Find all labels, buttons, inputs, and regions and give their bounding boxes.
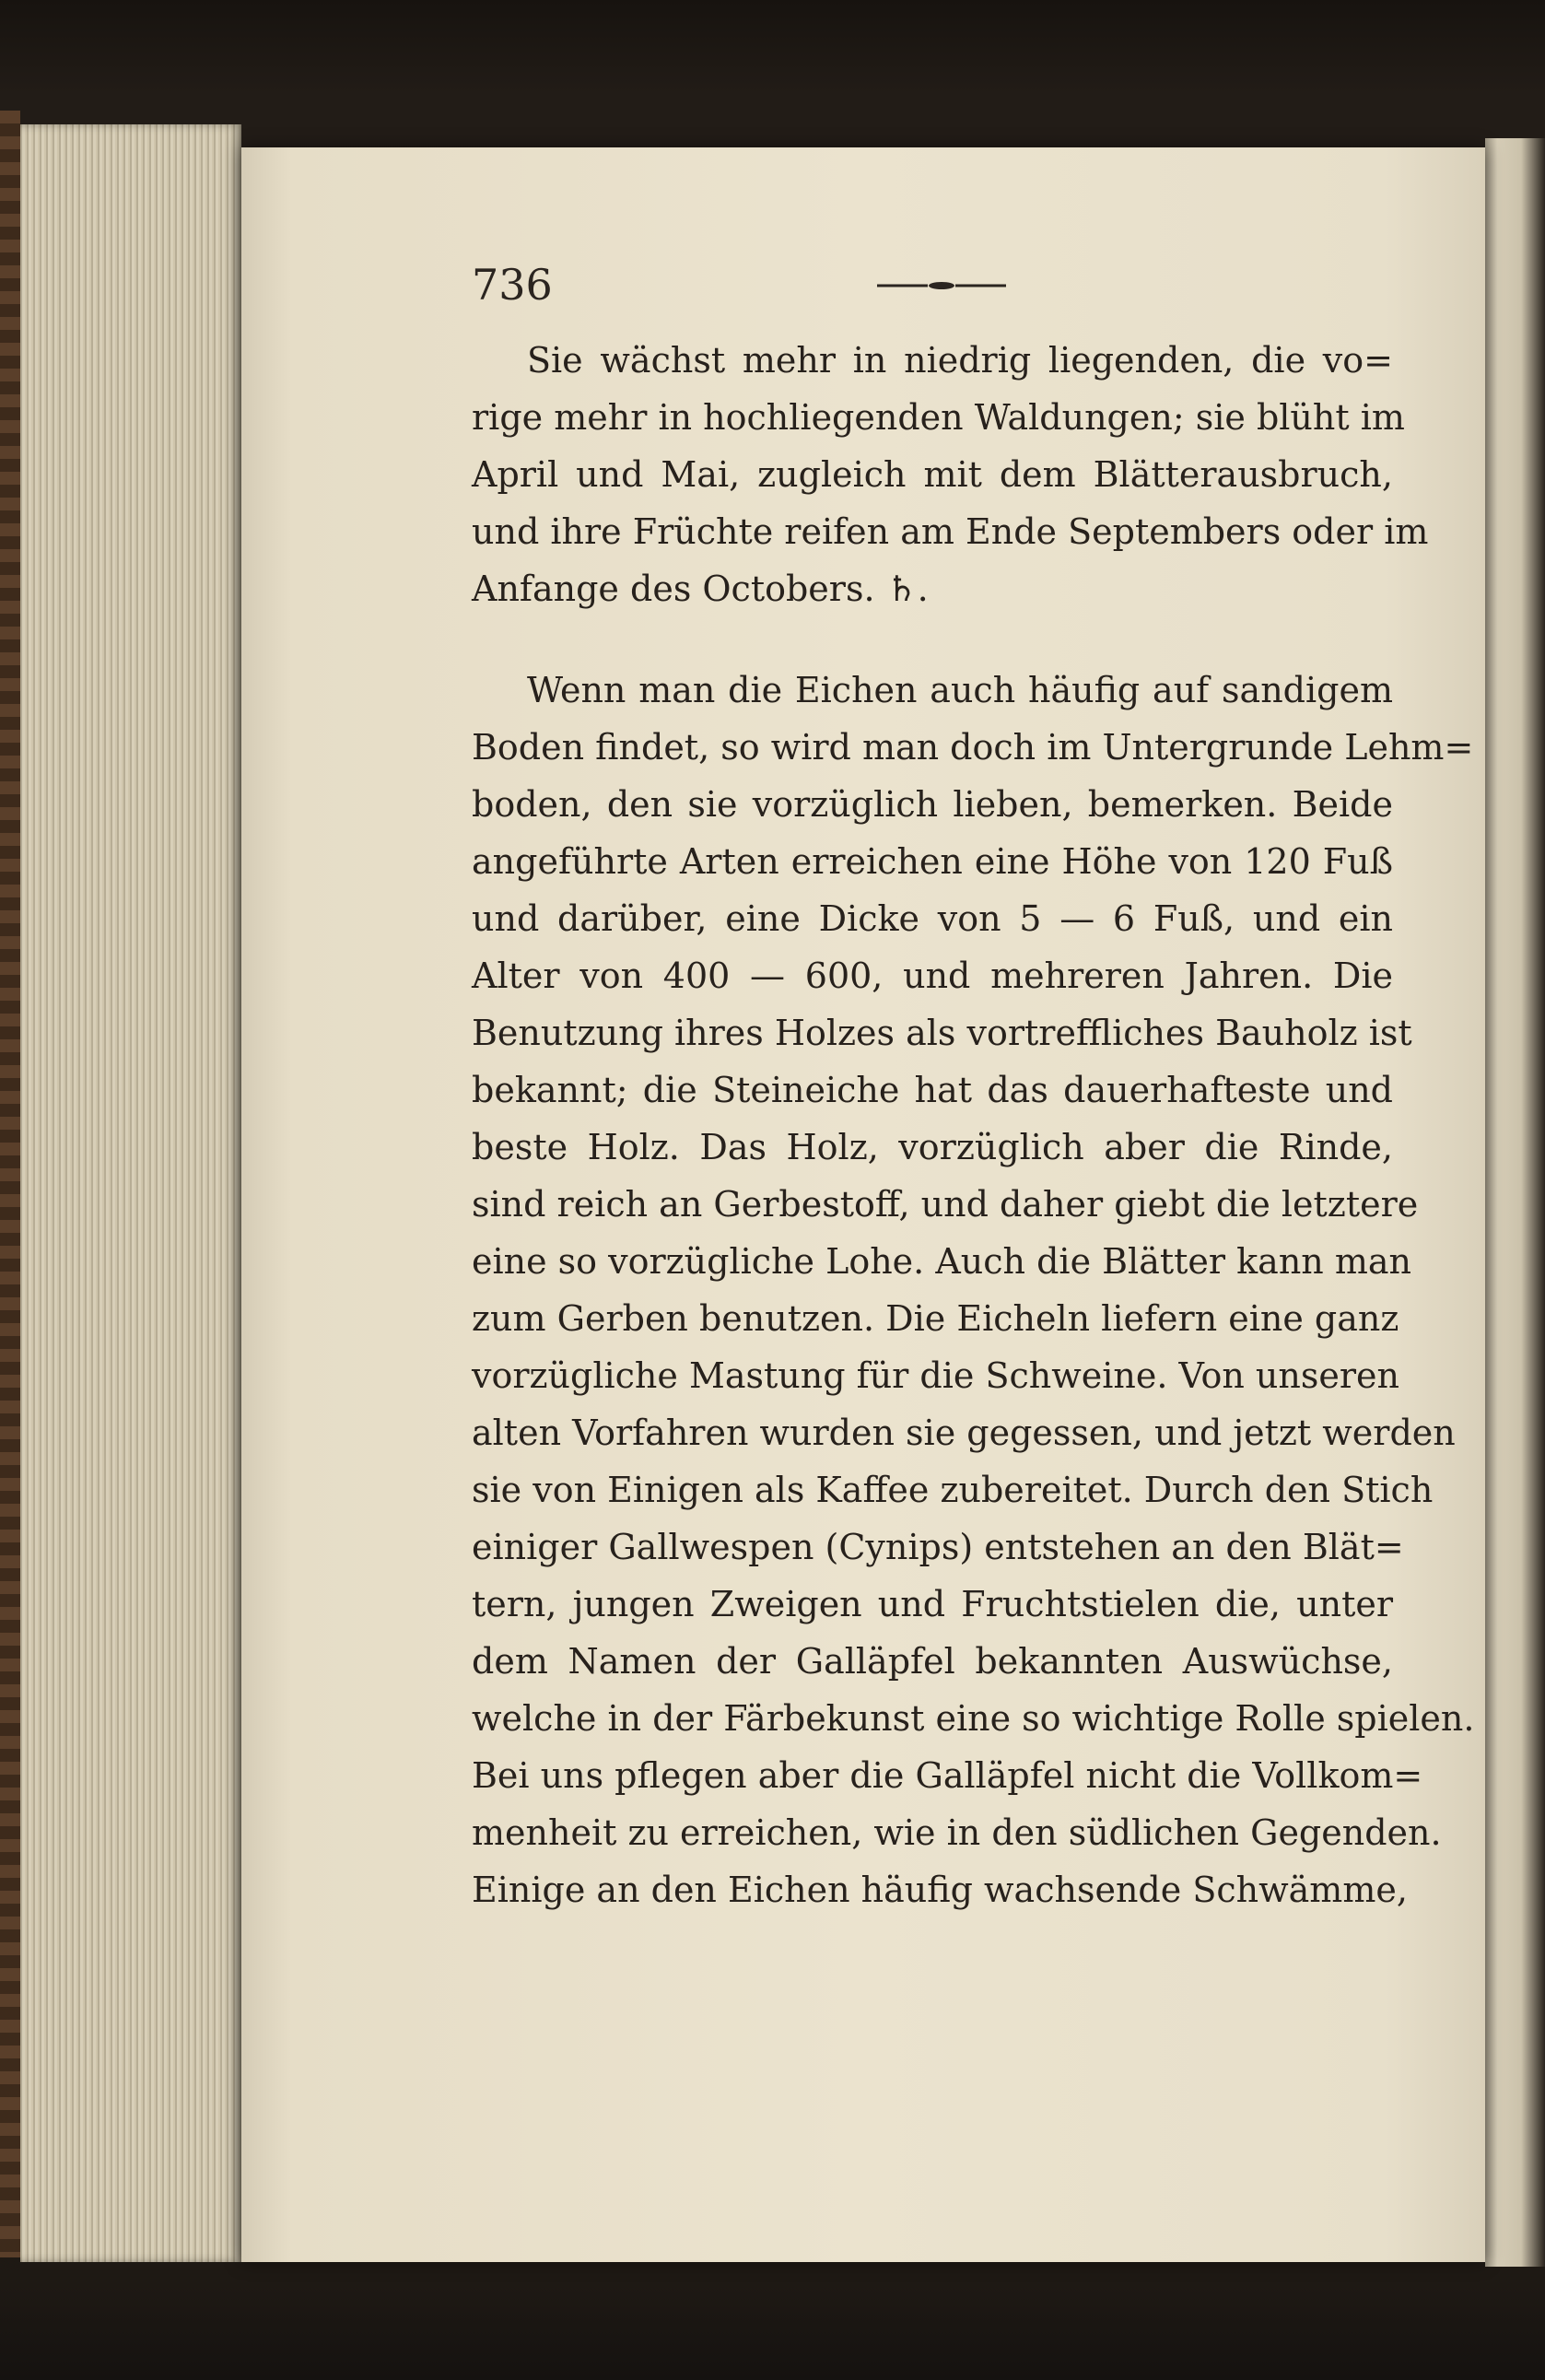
text-line: Anfange des Octobers. ♄. <box>472 569 929 609</box>
text-line: rige mehr in hochliegenden Waldungen; sie blüht im <box>472 397 1405 438</box>
text-line: welche in der Färbekunst eine so wichtige Rolle spielen. <box>472 1698 1475 1739</box>
text-line: Wenn man die Eichen auch häufig auf sandigem <box>527 670 1393 710</box>
text-line: boden, den sie vorzüglich lieben, bemerken. Beide <box>472 784 1393 825</box>
text-line: dem Namen der Galläpfel bekannten Auswüchse, <box>472 1641 1393 1682</box>
text-line: April und Mai, zugleich mit dem Blätterausbruch, <box>472 454 1393 495</box>
text-line: sie von Einigen als Kaffee zubereitet. Durch den Stich <box>472 1470 1434 1510</box>
page-stack-edge <box>20 124 241 2262</box>
text-line: und ihre Früchte reifen am Ende Septembers oder im <box>472 511 1429 552</box>
text-line: Bei uns pflegen aber die Galläpfel nicht die Vollkom= <box>472 1755 1423 1796</box>
text-line: eine so vorzügliche Lohe. Auch die Blätter kann man <box>472 1241 1412 1282</box>
paragraph-2 <box>472 662 1475 1918</box>
text-line: alten Vorfahren wurden sie gegessen, und jetzt werden <box>472 1413 1456 1453</box>
text-line: Einige an den Eichen häufig wachsende Schwämme, <box>472 1870 1408 1910</box>
text-line: und darüber, eine Dicke von 5 — 6 Fuß, und ein <box>472 898 1393 939</box>
text-line: Sie wächst mehr in niedrig liegenden, die vo= <box>527 340 1393 381</box>
page-number: 736 <box>472 260 553 310</box>
text-line: einiger Gallwespen (Cynips) entstehen an den Blät= <box>472 1527 1404 1567</box>
text-line: zum Gerben benutzen. Die Eicheln liefern eine ganz <box>472 1298 1399 1339</box>
facing-page-edge <box>1485 138 1545 2267</box>
page-text <box>472 332 1475 1918</box>
text-line: angeführte Arten erreichen eine Höhe von 120 Fuß <box>472 841 1393 882</box>
book-cover-edge <box>0 111 20 2257</box>
text-line: menheit zu erreichen, wie in den südlichen Gegenden. <box>472 1812 1442 1853</box>
paragraph-1 <box>472 332 1429 617</box>
text-line: Alter von 400 — 600, und mehreren Jahren. Die <box>472 956 1393 996</box>
text-line: vorzügliche Mastung für die Schweine. Von unseren <box>472 1355 1399 1396</box>
text-line: sind reich an Gerbestoff, und daher giebt die letztere <box>472 1184 1419 1225</box>
text-line: Boden findet, so wird man doch im Untergrunde Lehm= <box>472 727 1474 768</box>
text-line: beste Holz. Das Holz, vorzüglich aber die Rinde, <box>472 1127 1393 1167</box>
page-header <box>472 260 1430 315</box>
header-ornament <box>877 276 1006 295</box>
text-line: bekannt; die Steineiche hat das dauerhafteste und <box>472 1070 1393 1110</box>
text-line: Benutzung ihres Holzes als vortreffliches Bauholz ist <box>472 1013 1412 1053</box>
text-line: tern, jungen Zweigen und Fruchtstielen die, unter <box>472 1584 1393 1624</box>
